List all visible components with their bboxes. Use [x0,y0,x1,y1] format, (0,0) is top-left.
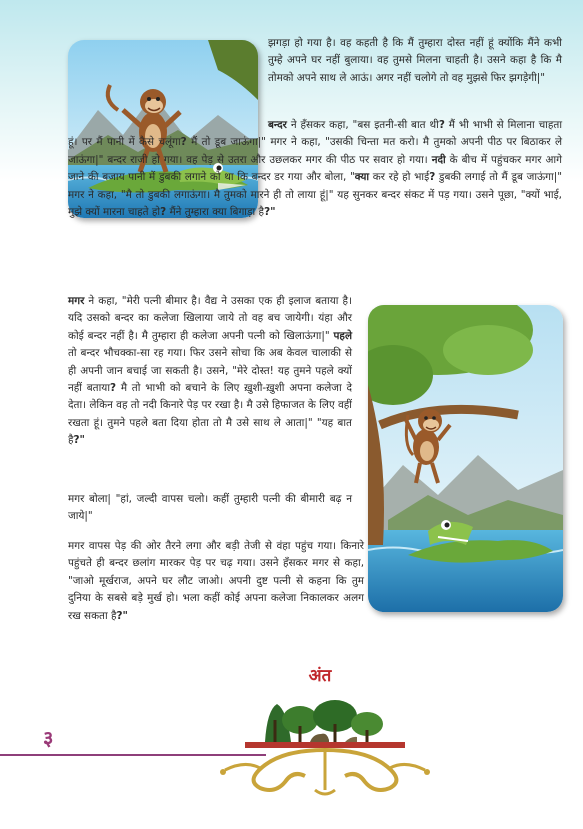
bold-text-run: पहले [333,329,352,342]
bold-text-run: ? [160,206,167,219]
bold-text-run: नदी [431,153,446,166]
bold-text-run: ? [110,382,117,395]
bold-text-run: ?" [264,206,276,219]
end-title: अंत [308,666,332,686]
paragraph-2 [68,117,562,221]
bold-text-run: ?" [73,434,85,447]
text-run: तो बन्दर भौचक्का-सा रह गया। फिर उसने सोचा कि अब केवल चालाकी से ही अपनी जान बचाई जा सकती है। उसने, "मेरे दोस्त! यह तुमने पहले क्यों नहीं बताया [68,347,352,395]
bold-text-run: क्या [354,171,370,184]
text-run: मगर वापस पेड़ की ओर तैरने लगा और बड़ी तेजी से वंहा पहुंच गया। किनारे पहुंचते ही बन्दर छलांग मारकर पेड़ पर चढ़ गया। उसने हँसकर मगर से कहा, "जाओ मूर्खराज, अपने घर लौट जाओ। अपनी दुष्ट पत्नी से कहना कि तुम दुनिया के सबसे बड़े मुर्ख हो। भला कहीं कोई अपना कलेजा निकालकर अलग रख सकता है [68,540,364,622]
text-run: झगड़ा हो गया है। वह कहती है कि मैं तुम्हारा दोस्त नहीं हूं क्योंकि मैंने कभी तुम्हे अपने घर नहीं बुलाया। वह तुमसे मिलना चाहती है। उसने कहा है कि मै तोमको अपने साथ ले आऊं। अगर नहीं चलोगे तो वह मुझसे फिर झगड़ेगी|" [268,37,562,84]
text-run: मगर बोला| "हां, जल्दी वापस चलो। कहीं तुम्हारी पत्नी की बीमारी बढ़ न जाये|" [68,493,352,523]
paragraph-5 [68,538,364,625]
paragraph-3 [68,293,352,450]
bold-text-run: बन्दर [268,119,287,131]
page-number: ३ [43,726,54,750]
paragraph-1 [268,35,562,87]
text-run: मैं तो डूब जाऊंगा|" मगर ने कहा, "उसकी चिन्ता मत करो। मै तुमको अपनी पीठ पर बिठाकर ले जाऊंगा|" बन्दर राजी हो गया। वह पेड़ से उतरा और उछलकर मगर की पीठ पर सवार हो गया। [68,136,563,166]
jungle-ornament-icon [205,690,445,800]
text-run: के बीच में पहुंचकर मगर आगे जाने की बजाय पानी में डुबकी लगाने को था कि बन्दर डर गया और बोला, " [68,153,562,184]
text-run: ने हँसकर कहा, "बस इतनी-सी बात थी [286,119,439,131]
bold-text-run: ? [429,171,436,184]
jungle-ornament [205,690,445,800]
monkey-in-tree-illustration [368,305,563,612]
monkey-in-tree-icon [368,305,563,612]
text-run: मै तो भाभी को बचाने के लिए ख़ुशी-ख़ुशी अपना कलेजा दे देता। लेकिन वह तो नदी किनारे पेड़ पर रखा है। मै उसे हिफाजत के लिए वहीं रखता हूं। तुमने पहले बता दिया होता तो मै उसे साथ ले आता|" [68,382,352,429]
text-run: मैं भी भाभी से मिलाना चाहता हूं। पर मैं पानी में कैसे चलूंगा [68,119,563,149]
bold-text-run: ? [180,136,187,149]
bold-text-run: ? [438,119,445,131]
text-run: डुबकी लगाई तो मैं डूब जाऊंगा|" मगर ने कहा, "मै तो डुबकी लगाऊंगा। मै तुमको मारने ही तो लाया हूं|" यह सुनकर बन्दर संकट में पड़ गया। उसने पूछा, "क्यों भाई, मुझे क्यों मारना चाहते हो [68,171,562,219]
text-run: ने कहा, "मेरी पत्नी बीमार है। वैद्य ने उसका एक ही इलाज बताया है। यदि उसको बन्दर का कलेजा खिलाया जाये तो वह बच जायेगी। यंहा और कोई बन्दर नहीं है। मै तुम्हारा ही कलेजा अपनी पत्नी को खिलाऊंगा|" [68,295,352,342]
paragraph-4 [68,491,352,526]
text-run: मैंने तुम्हारा क्या बिगाड़ा है [166,206,265,219]
bold-text-run: ?" [116,609,128,622]
text-run: "यह बात है [68,416,352,447]
bold-text-run: मगर [68,295,85,307]
text-run: कर रहे हो भाई [369,171,430,184]
